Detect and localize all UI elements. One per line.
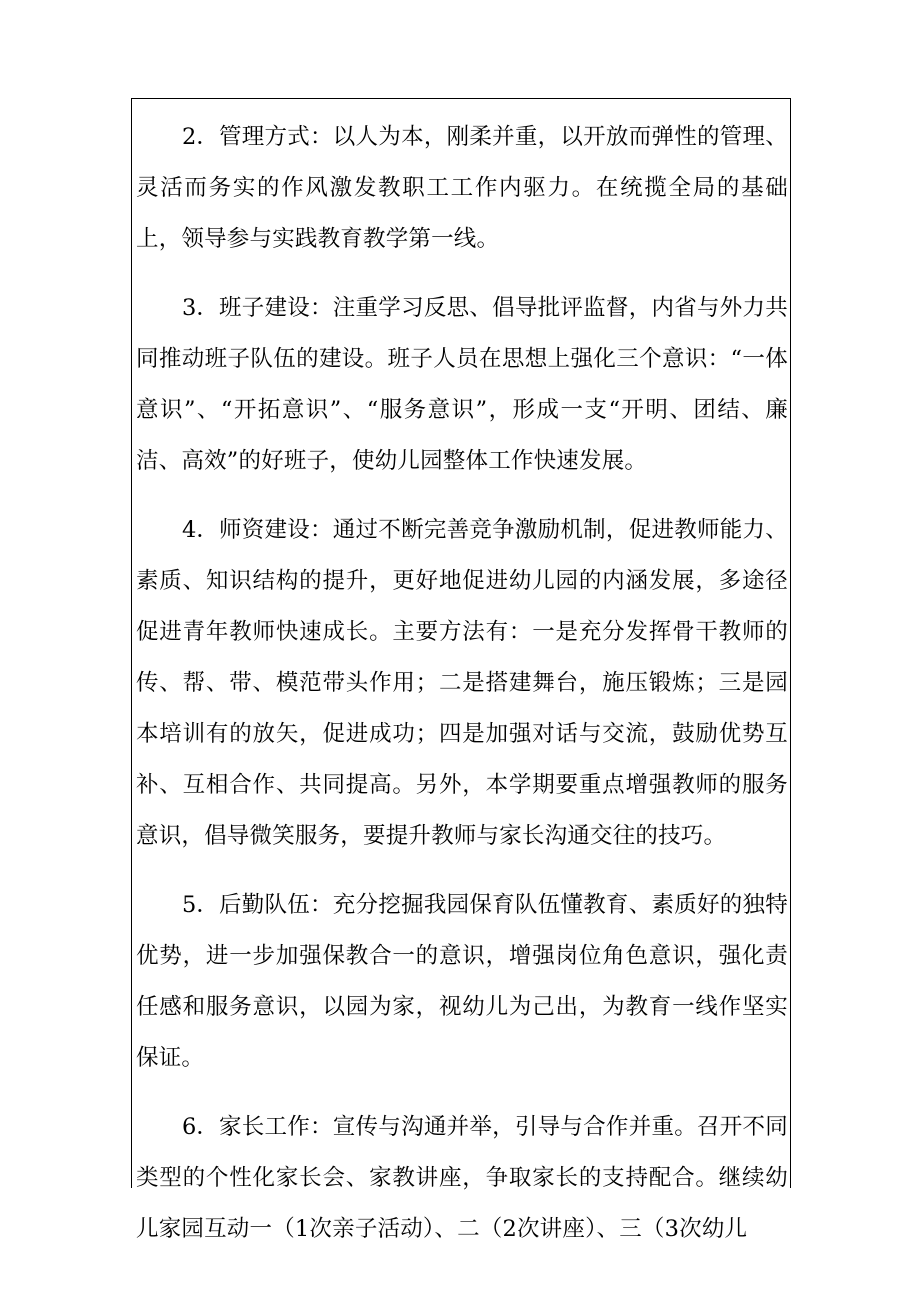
paragraph-number: 2． (182, 124, 219, 150)
document-body (136, 112, 788, 1273)
paragraph-number: 3． (182, 295, 219, 321)
paragraph-text: 师资建设：通过不断完善竞争激励机制，促进教师能力、素质、知识结构的提升，更好地促进幼儿园的内涵发展，多途径促进青年教师快速成长。主要方法有：一是充分发挥骨干教师的传、帮、带、模范带头作用；二是搭建舞台，施压锻炼；三是园本培训有的放矢，促进成功；四是加强对话与交流，鼓励优势互补、互相合作、共同提高。另外，本学期要重点增强教师的服务意识，倡导微笑服务，要提升教师与家长沟通交往的技巧。 (136, 517, 788, 849)
paragraph-text: 班子建设：注重学习反思、倡导批评监督，内省与外力共同推动班子队伍的建设。班子人员在思想上强化三个意识：“一体意识”、“开拓意识”、“服务意识”，形成一支“开明、团结、廉洁、高效”的好班子，使幼儿园整体工作快速发展。 (136, 295, 788, 474)
paragraph-number: 5． (182, 892, 219, 918)
paragraph-text: 后勤队伍：充分挖掘我园保育队伍懂教育、素质好的独特优势，进一步加强保教合一的意识，增强岗位角色意识，强化责任感和服务意识，以园为家，视幼儿为己出，为教育一线作坚实保证。 (136, 892, 788, 1071)
paragraph-team-building (136, 283, 788, 487)
paragraph-text: 家长工作：宣传与沟通并举，引导与合作并重。召开不同类型的个性化家长会、家教讲座，争取家长的支持配合。继续幼儿家园互动一（1次亲子活动）、二（2次讲座）、三（3次幼儿 (136, 1114, 788, 1242)
paragraph-management-method (136, 112, 788, 265)
paragraph-parent-work (136, 1102, 788, 1255)
paragraph-number: 6． (182, 1114, 219, 1140)
paragraph-number: 4． (182, 517, 219, 543)
paragraph-logistics-team (136, 880, 788, 1084)
paragraph-teacher-development (136, 505, 788, 862)
paragraph-text: 管理方式：以人为本，刚柔并重，以开放而弹性的管理、灵活而务实的作风激发教职工工作内驱力。在统揽全局的基础上，领导参与实践教育教学第一线。 (136, 124, 788, 252)
